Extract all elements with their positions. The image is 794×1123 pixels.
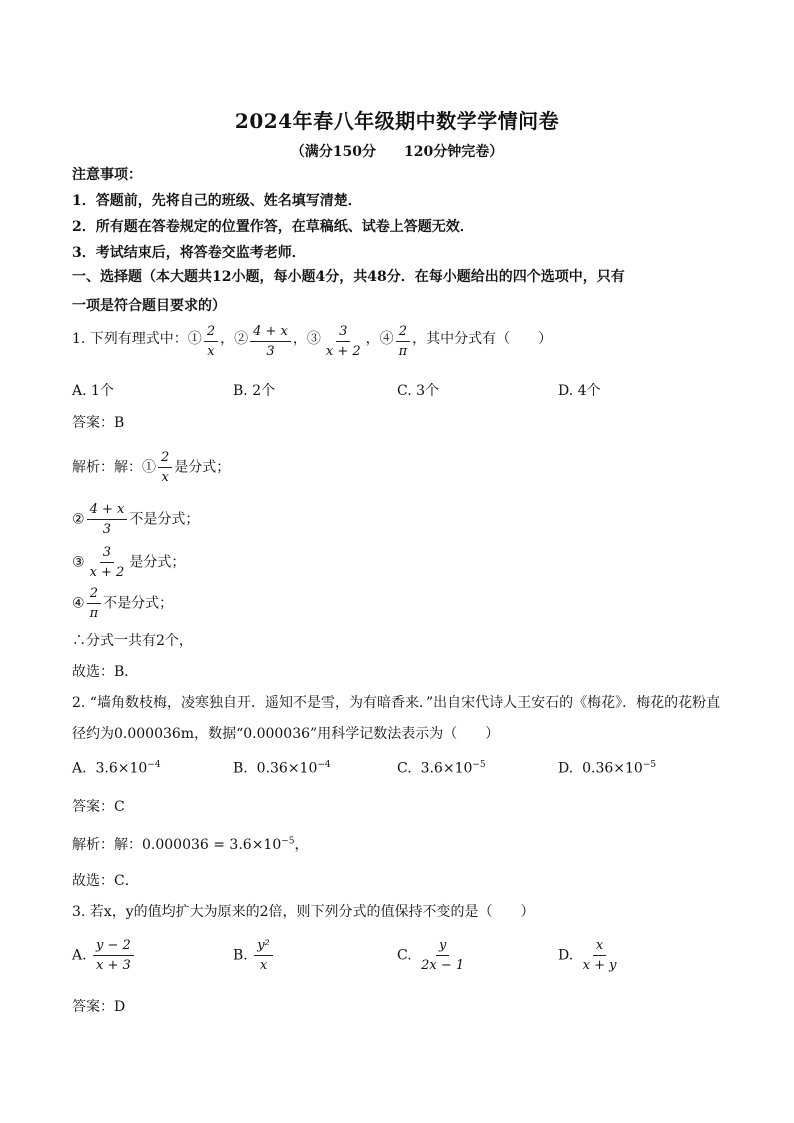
q3-option-d: D. $\frac{x}{x + y}$	[558, 938, 617, 973]
notes-heading: 注意事项：	[72, 167, 142, 183]
time-limit: 120分钟完卷）	[404, 144, 504, 160]
section-heading-line1: 一、选择题（本大题共12小题，每小题4分，共48分．在每小题给出的四个选项中，只有	[72, 269, 625, 285]
q1-frac-3: $\frac{3}{x + 2}$	[325, 324, 361, 359]
q1-option-d: D. 4个	[558, 383, 601, 399]
q2-stem-line2: 径约为0.000036m，数据“0.000036”用科学记数法表示为（ ）	[72, 726, 500, 742]
q1-analysis-1: 解析：解：① $\frac{2}{x}$ 是分式；	[72, 450, 231, 485]
q2-choice: 故选：C．	[72, 873, 139, 889]
q1-option-c: C. 3个	[397, 383, 440, 399]
q2-option-b: B. $0.36\times 10^{-4}$	[233, 760, 331, 777]
section-heading-line2: 一项是符合题目要求的）	[72, 298, 226, 314]
q1-stem-prefix: 1. 下列有理式中：①	[72, 331, 202, 347]
q3-option-b: B. $\frac{\text{y²}}{x}$	[233, 938, 275, 973]
q1-answer: 答案：B	[72, 415, 125, 431]
analysis-frac-2: $\frac{4 + x}{3}$	[87, 502, 128, 537]
q2-option-a: A. $3.6\times 10^{-4}$	[72, 760, 161, 777]
q2-option-c: C. $3.6\times 10^{-5}$	[397, 760, 486, 777]
q1-conclusion: ∴分式一共有2个，	[72, 633, 193, 649]
q3-option-a: A. $\frac{y - 2}{x + 3}$	[72, 938, 136, 973]
page-title: 2024年春八年级期中数学学情问卷	[234, 109, 560, 133]
q1-frac-2: $\frac{4 + x}{3}$	[250, 324, 291, 359]
q1-stem-suffix: ，其中分式有（ ）	[412, 331, 553, 347]
q1-frac-1: $\frac{2}{x}$	[204, 324, 218, 359]
q1-analysis-2: ② $\frac{4 + x}{3}$ 不是分式；	[72, 502, 200, 537]
analysis-frac-1: $\frac{2}{x}$	[158, 450, 172, 485]
section-heading	[72, 266, 625, 315]
q3-option-c: C. $\frac{y}{2x - 1}$	[397, 938, 465, 973]
note-item: 2．所有题在答卷规定的位置作答，在草稿纸、试卷上答题无效．	[72, 219, 474, 235]
analysis-frac-3: $\frac{3}{x + 2}$	[89, 545, 125, 580]
q1-option-a: A. 1个	[72, 383, 114, 399]
q3-stem: 3. 若x，y的值均扩大为原来的2倍，则下列分式的值保持不变的是（ ）	[72, 904, 535, 920]
q1-frac-4: $\frac{2}{\pi}$	[396, 324, 411, 359]
q3-answer: 答案：D	[72, 999, 126, 1015]
question-1-stem: 1. 下列有理式中：① $\frac{2}{x}$ ，② $\frac{4 + x}{3}$ ，③ $\frac{3}{x + 2}$ ，④ $\frac{2}{\pi}$ ，其中分式有（ ）	[72, 324, 553, 359]
q1-analysis-4: ④ $\frac{2}{\pi}$ 不是分式；	[72, 586, 174, 621]
q2-analysis: 解析：解：$0.000036 = 3.6\times 10^{-5}$，	[72, 836, 309, 853]
q1-choice: 故选：B．	[72, 664, 139, 680]
q1-option-b: B. 2个	[233, 383, 276, 399]
full-score: （满分150分	[290, 144, 376, 160]
q2-option-d: D. $0.36\times 10^{-5}$	[558, 760, 657, 777]
note-item: 1．答题前，先将自己的班级、姓名填写清楚．	[72, 193, 362, 209]
note-item: 3．考试结束后，将答卷交监考老师．	[72, 245, 306, 261]
q1-analysis-3: ③ $\frac{3}{x + 2}$ 是分式；	[72, 545, 186, 580]
analysis-frac-4: $\frac{2}{\pi}$	[87, 586, 102, 621]
q2-answer: 答案：C	[72, 799, 125, 815]
q2-stem-line1: 2. “墙角数枝梅，凌寒独自开．遥知不是雪，为有暗香来．”出自宋代诗人王安石的《梅花》．梅花的花粉直	[72, 695, 721, 711]
page-subtitle	[0, 141, 794, 161]
